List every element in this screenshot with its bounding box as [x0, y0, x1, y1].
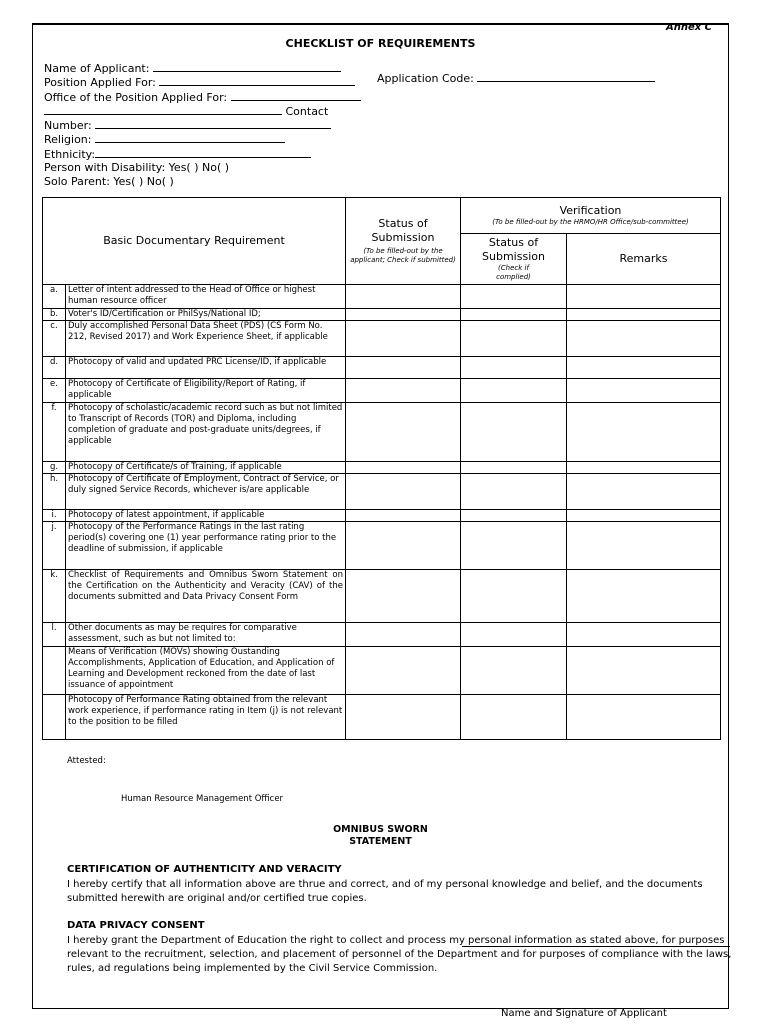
office-field[interactable] [44, 90, 361, 105]
col-header-ver-status [461, 234, 567, 285]
table-row [43, 309, 721, 321]
row-letter: j. [43, 522, 66, 570]
oss-title-1: OMNIBUS SWORN [333, 824, 428, 835]
remarks-cell[interactable] [567, 570, 721, 623]
ver-status-cell[interactable] [461, 309, 567, 321]
status-cell[interactable] [346, 647, 461, 695]
row-letter: h. [43, 474, 66, 510]
remarks-cell[interactable] [567, 623, 721, 647]
col-header-verification-label: Verification [559, 204, 622, 217]
row-requirement-text: Other documents as may be requires for comparative assessment, such as but not limited to: [66, 623, 346, 647]
remarks-cell[interactable] [567, 321, 721, 357]
requirements-table [42, 197, 721, 740]
ver-status-cell[interactable] [461, 647, 567, 695]
ethnicity-label: Ethnicity: [44, 148, 96, 161]
ethnicity-line[interactable] [95, 147, 311, 158]
row-requirement-text: Checklist of Requirements and Omnibus Sworn Statement on the Certification on the Authenticity and Veracity (CAV) of the documents submitted and Data Privacy Consent Form [66, 570, 346, 623]
ver-status-cell[interactable] [461, 403, 567, 462]
ver-status-cell[interactable] [461, 462, 567, 474]
row-letter: g. [43, 462, 66, 474]
row-requirement-text: Means of Verification (MOVs) showing Oustanding Accomplishments, Application of Education, and Application of Learning and Development reckoned from the date of last issuance of appointment [66, 647, 346, 695]
row-letter: e. [43, 379, 66, 403]
pwd-field[interactable]: Person with Disability: Yes( ) No( ) [44, 161, 230, 174]
religion-field[interactable] [44, 132, 285, 147]
status-cell[interactable] [346, 403, 461, 462]
application-code-line[interactable] [477, 71, 655, 82]
ethnicity-field[interactable] [44, 147, 311, 162]
row-requirement-text: Duly accomplished Personal Data Sheet (PDS) (CS Form No. 212, Revised 2017) and Work Experience Sheet, if applicable [66, 321, 346, 357]
dp-text: I hereby grant the Department of Education the right to collect and process my personal information as stated above, for purposes relevant to the recruitment, selection, and placement of personnel of the Department and for purposes of compliance with the laws, rules, ad regulations being implemented by the Civil Service Commission. [67, 935, 732, 974]
status-cell[interactable] [346, 357, 461, 379]
table-row [43, 623, 721, 647]
oss-title-2: STATEMENT [349, 836, 412, 847]
table-row [43, 321, 721, 357]
requirements-body [43, 285, 721, 740]
table-row [43, 403, 721, 462]
row-letter: d. [43, 357, 66, 379]
cav-text: I hereby certify that all information above are thrue and correct, and of my personal knowledge and belief, and the documents submitted herewith are original and/or certified true copies. [67, 879, 703, 904]
ver-status-cell[interactable] [461, 623, 567, 647]
position-applied-label: Position Applied For: [44, 76, 156, 89]
status-cell[interactable] [346, 379, 461, 403]
status-cell[interactable] [346, 285, 461, 309]
number-label: Number: [44, 119, 92, 132]
position-applied-field[interactable] [44, 75, 355, 90]
religion-line[interactable] [95, 132, 285, 143]
ver-status-cell[interactable] [461, 357, 567, 379]
table-row [43, 474, 721, 510]
status-cell[interactable] [346, 623, 461, 647]
table-row [43, 570, 721, 623]
hrmo-label: Human Resource Management Officer [121, 794, 284, 804]
row-letter: b. [43, 309, 66, 321]
table-row [43, 510, 721, 522]
col-header-requirement: Basic Documentary Requirement [43, 198, 346, 285]
status-cell[interactable] [346, 474, 461, 510]
table-row [43, 285, 721, 309]
row-requirement-text: Photocopy of Certificate of Employment, Contract of Service, or duly signed Service Records, whichever is/are applicable [66, 474, 346, 510]
status-cell[interactable] [346, 309, 461, 321]
ver-status-cell[interactable] [461, 321, 567, 357]
table-row [43, 357, 721, 379]
dp-heading: DATA PRIVACY CONSENT [67, 920, 205, 931]
col-header-status-label: Status of Submission [371, 217, 435, 244]
col-header-ver-status-note: (Check if complied) [496, 264, 531, 281]
ver-status-cell[interactable] [461, 474, 567, 510]
row-requirement-text: Photocopy of Certificate/s of Training, if applicable [66, 462, 346, 474]
col-header-verification [461, 198, 721, 234]
row-requirement-text: Photocopy of the Performance Ratings in the last rating period(s) covering one (1) year performance rating prior to the deadline of submission, if applicable [66, 522, 346, 570]
row-requirement-text: Voter's ID/Certification or PhilSys/National ID; [66, 309, 346, 321]
remarks-cell[interactable] [567, 403, 721, 462]
ver-status-cell[interactable] [461, 285, 567, 309]
remarks-cell[interactable] [567, 695, 721, 740]
table-row [43, 695, 721, 740]
remarks-cell[interactable] [567, 285, 721, 309]
row-requirement-text: Letter of intent addressed to the Head of Office or highest human resource officer [66, 285, 346, 309]
row-letter: a. [43, 285, 66, 309]
name-of-applicant-label: Name of Applicant: [44, 62, 150, 75]
solo-parent-field[interactable]: Solo Parent: Yes( ) No( ) [44, 175, 174, 188]
name-of-applicant-line[interactable] [153, 61, 341, 72]
remarks-cell[interactable] [567, 379, 721, 403]
row-letter [43, 695, 66, 740]
number-line[interactable] [95, 118, 331, 129]
status-cell[interactable] [346, 570, 461, 623]
row-letter: k. [43, 570, 66, 623]
table-row [43, 522, 721, 570]
annex-label: Annex C [665, 22, 712, 33]
row-requirement-text: Photocopy of Certificate of Eligibility/Report of Rating, if applicable [66, 379, 346, 403]
row-requirement-text: Photocopy of valid and updated PRC License/ID, if applicable [66, 357, 346, 379]
col-header-remarks: Remarks [567, 234, 721, 285]
row-letter [43, 647, 66, 695]
position-applied-line[interactable] [159, 75, 355, 86]
table-row [43, 379, 721, 403]
ver-status-cell[interactable] [461, 510, 567, 522]
row-requirement-text: Photocopy of Performance Rating obtained from the relevant work experience, if performance rating in Item (j) is not relevant to the position to be filled [66, 695, 346, 740]
cav-heading: CERTIFICATION OF AUTHENTICITY AND VERACITY [67, 864, 342, 875]
status-cell[interactable] [346, 695, 461, 740]
status-cell[interactable] [346, 321, 461, 357]
office-line-2[interactable] [44, 104, 282, 115]
row-letter: c. [43, 321, 66, 357]
remarks-cell[interactable] [567, 462, 721, 474]
table-row [43, 647, 721, 695]
row-requirement-text: Photocopy of scholastic/academic record such as but not limited to Transcript of Records (TOR) and Diploma, including completion of graduate and post-graduate units/degrees, if applicable [66, 403, 346, 462]
row-letter: l. [43, 623, 66, 647]
col-header-ver-status-label: Status of Submission [482, 236, 545, 263]
office-label: Office of the Position Applied For: [44, 91, 228, 104]
col-header-verification-note: (To be filled-out by the HRMO/HR Office/sub-committee) [492, 218, 689, 226]
remarks-cell[interactable] [567, 647, 721, 695]
application-code-label: Application Code: [377, 72, 474, 85]
status-cell[interactable] [346, 510, 461, 522]
table-row [43, 462, 721, 474]
number-field[interactable] [44, 118, 331, 133]
row-letter: f. [43, 403, 66, 462]
office-line[interactable] [231, 90, 361, 101]
contact-field[interactable] [44, 104, 328, 119]
row-requirement-text: Photocopy of latest appointment, if applicable [66, 510, 346, 522]
page-title: CHECKLIST OF REQUIREMENTS [285, 37, 476, 50]
remarks-cell[interactable] [567, 309, 721, 321]
status-cell[interactable] [346, 462, 461, 474]
row-letter: i. [43, 510, 66, 522]
ver-status-cell[interactable] [461, 695, 567, 740]
col-header-status-note: (To be filled-out by the applicant; Check if submitted) [350, 247, 456, 264]
remarks-cell[interactable] [567, 522, 721, 570]
name-of-applicant-field[interactable] [44, 61, 341, 76]
remarks-cell[interactable] [567, 510, 721, 522]
ver-status-cell[interactable] [461, 570, 567, 623]
ver-status-cell[interactable] [461, 522, 567, 570]
status-cell[interactable] [346, 522, 461, 570]
dp-underline [462, 946, 730, 947]
contact-label: Contact [285, 105, 329, 118]
col-header-status [346, 198, 461, 285]
remarks-cell[interactable] [567, 357, 721, 379]
religion-label: Religion: [44, 133, 92, 146]
application-code-field[interactable] [377, 71, 655, 86]
ver-status-cell[interactable] [461, 379, 567, 403]
remarks-cell[interactable] [567, 474, 721, 510]
signature-label: Name and Signature of Applicant [501, 1008, 667, 1019]
attested-label: Attested: [67, 756, 106, 766]
